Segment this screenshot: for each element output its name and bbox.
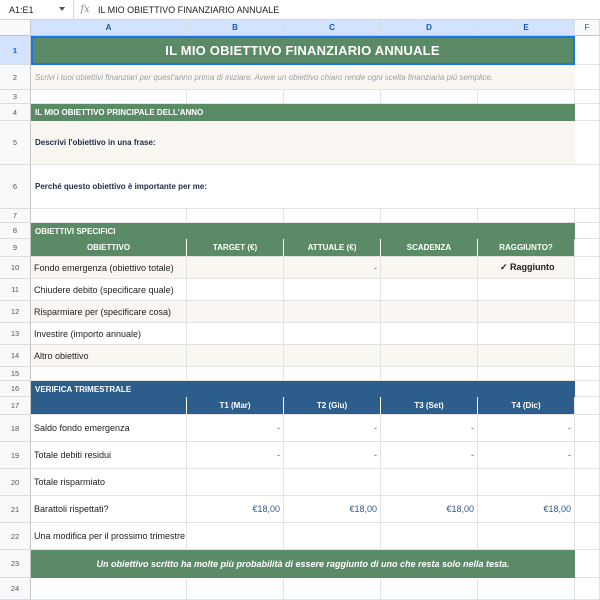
cell[interactable] bbox=[381, 578, 478, 600]
cell[interactable] bbox=[575, 578, 600, 600]
deadline-cell[interactable] bbox=[381, 323, 478, 345]
row-header[interactable]: 11 bbox=[0, 279, 31, 301]
sheet-grid bbox=[31, 36, 600, 600]
cell[interactable] bbox=[575, 469, 600, 496]
row-header[interactable]: 4 bbox=[0, 104, 31, 121]
goal-label[interactable]: Altro obiettivo bbox=[31, 345, 187, 367]
target-cell[interactable] bbox=[187, 345, 284, 367]
goal-label[interactable]: Chiudere debito (specificare quale) bbox=[31, 279, 187, 301]
cell[interactable] bbox=[381, 90, 478, 104]
table-row bbox=[31, 323, 600, 345]
quarter-label[interactable]: Saldo fondo emergenza bbox=[31, 415, 187, 442]
deadline-cell[interactable] bbox=[381, 257, 478, 279]
table-row bbox=[31, 301, 600, 323]
cell[interactable] bbox=[284, 90, 381, 104]
row-header[interactable]: 17 bbox=[0, 397, 31, 415]
cell[interactable] bbox=[284, 578, 381, 600]
quarter-cell[interactable] bbox=[187, 523, 284, 550]
cell[interactable] bbox=[575, 397, 600, 415]
quarter-label[interactable]: Totale debiti residui bbox=[31, 442, 187, 469]
section-header-quarterly[interactable]: VERIFICA TRIMESTRALE bbox=[31, 381, 575, 397]
goal-label[interactable]: Fondo emergenza (obiettivo totale) bbox=[31, 257, 187, 279]
quarter-cell[interactable]: €18,00 bbox=[187, 496, 284, 523]
deadline-cell[interactable] bbox=[381, 301, 478, 323]
select-all-corner[interactable] bbox=[0, 20, 31, 36]
cell[interactable] bbox=[575, 323, 600, 345]
cell[interactable] bbox=[31, 90, 187, 104]
fx-icon: fx bbox=[80, 4, 90, 15]
cell[interactable] bbox=[575, 381, 600, 397]
current-cell[interactable] bbox=[284, 301, 381, 323]
quarter-cell[interactable]: - bbox=[381, 415, 478, 442]
table-header-cell[interactable]: OBIETTIVO bbox=[31, 239, 187, 257]
quarter-cell[interactable]: - bbox=[284, 442, 381, 469]
column-header-e[interactable]: E bbox=[478, 20, 575, 36]
current-cell[interactable] bbox=[284, 345, 381, 367]
sheet-subtitle[interactable]: Scrivi i tuoi obiettivi finanziari per quest'anno prima di iniziare. Avere un obiettivo chiaro rende ogni scelta finanziaria più semplice. bbox=[31, 65, 575, 90]
row-header[interactable]: 8 bbox=[0, 223, 31, 239]
deadline-cell[interactable] bbox=[381, 279, 478, 301]
quarter-label[interactable]: Barattoli rispettati? bbox=[31, 496, 187, 523]
goal-importance-field[interactable]: Perché questo obiettivo è importante per me: bbox=[31, 165, 575, 209]
quarter-cell[interactable]: - bbox=[478, 415, 575, 442]
row-header[interactable]: 21 bbox=[0, 496, 31, 523]
table-row bbox=[31, 345, 600, 367]
row-header[interactable]: 22 bbox=[0, 523, 31, 550]
quarter-cell[interactable]: €18,00 bbox=[284, 496, 381, 523]
row-header[interactable]: 16 bbox=[0, 381, 31, 397]
row-header[interactable]: 13 bbox=[0, 323, 31, 345]
quarter-label[interactable]: Una modifica per il prossimo trimestre bbox=[31, 523, 187, 550]
cell[interactable] bbox=[575, 257, 600, 279]
table-header-cell[interactable]: T4 (Dic) bbox=[478, 397, 575, 415]
cell[interactable] bbox=[575, 345, 600, 367]
quarter-cell[interactable] bbox=[284, 523, 381, 550]
achieved-cell[interactable] bbox=[478, 301, 575, 323]
cell[interactable] bbox=[575, 239, 600, 257]
table-header-cell[interactable]: T2 (Giu) bbox=[284, 397, 381, 415]
footer-note[interactable]: Un obiettivo scritto ha molte più probabilità di essere raggiunto di uno che resta solo nella testa. bbox=[31, 550, 575, 578]
achieved-cell[interactable] bbox=[478, 323, 575, 345]
quarter-cell[interactable]: - bbox=[478, 442, 575, 469]
cell[interactable] bbox=[575, 104, 600, 121]
quarter-cell[interactable]: - bbox=[187, 442, 284, 469]
table-header-cell[interactable]: SCADENZA bbox=[381, 239, 478, 257]
cell[interactable] bbox=[381, 209, 478, 223]
quarter-cell[interactable] bbox=[381, 469, 478, 496]
quarter-cell[interactable]: €18,00 bbox=[478, 496, 575, 523]
name-box[interactable] bbox=[0, 0, 74, 20]
table-header-cell[interactable]: TARGET (€) bbox=[187, 239, 284, 257]
row-header[interactable]: 23 bbox=[0, 550, 31, 578]
cell[interactable] bbox=[187, 90, 284, 104]
table-header-cell[interactable]: T3 (Set) bbox=[381, 397, 478, 415]
cell[interactable] bbox=[31, 209, 187, 223]
cell[interactable] bbox=[575, 550, 600, 578]
cell[interactable] bbox=[381, 367, 478, 381]
row-header[interactable]: 19 bbox=[0, 442, 31, 469]
formula-input[interactable]: IL MIO OBIETTIVO FINANZIARIO ANNUALE bbox=[98, 4, 280, 15]
formula-bar bbox=[0, 0, 600, 20]
row-header[interactable]: 3 bbox=[0, 90, 31, 104]
table-header-cell[interactable]: ATTUALE (€) bbox=[284, 239, 381, 257]
row-header[interactable]: 7 bbox=[0, 209, 31, 223]
quarter-cell[interactable]: €18,00 bbox=[381, 496, 478, 523]
row-header[interactable]: 12 bbox=[0, 301, 31, 323]
column-header-c[interactable]: C bbox=[284, 20, 381, 36]
table-row bbox=[31, 442, 600, 469]
quarter-cell[interactable]: - bbox=[284, 415, 381, 442]
cell[interactable] bbox=[31, 578, 187, 600]
cell[interactable] bbox=[575, 415, 600, 442]
cell[interactable] bbox=[284, 209, 381, 223]
quarter-cell[interactable] bbox=[478, 469, 575, 496]
quarter-cell[interactable] bbox=[284, 469, 381, 496]
achieved-cell[interactable]: ✓ Raggiunto bbox=[478, 257, 575, 279]
table-row bbox=[31, 469, 600, 496]
table-row bbox=[31, 415, 600, 442]
row-header[interactable]: 1 bbox=[0, 36, 31, 65]
cell[interactable] bbox=[575, 36, 600, 65]
column-header-f[interactable]: F bbox=[575, 20, 600, 36]
goal-description-field[interactable]: Descrivi l'obiettivo in una frase: bbox=[31, 121, 575, 165]
sheet-title[interactable]: IL MIO OBIETTIVO FINANZIARIO ANNUALE bbox=[31, 36, 575, 65]
current-cell[interactable] bbox=[284, 279, 381, 301]
target-cell[interactable] bbox=[187, 279, 284, 301]
quarter-cell[interactable] bbox=[381, 523, 478, 550]
name-box-value: A1:E1 bbox=[9, 4, 34, 15]
cell[interactable] bbox=[187, 367, 284, 381]
row-header[interactable]: 10 bbox=[0, 257, 31, 279]
cell[interactable] bbox=[478, 578, 575, 600]
current-cell[interactable] bbox=[284, 323, 381, 345]
table-row bbox=[31, 257, 600, 279]
cell[interactable] bbox=[187, 578, 284, 600]
cell[interactable] bbox=[187, 209, 284, 223]
row-header[interactable]: 2 bbox=[0, 65, 31, 90]
cell[interactable] bbox=[575, 90, 600, 104]
target-cell[interactable] bbox=[187, 257, 284, 279]
row-header[interactable]: 9 bbox=[0, 239, 31, 257]
goal-label[interactable]: Investire (importo annuale) bbox=[31, 323, 187, 345]
cell[interactable] bbox=[575, 523, 600, 550]
row-header[interactable]: 20 bbox=[0, 469, 31, 496]
section-header-specific[interactable]: OBIETTIVI SPECIFICI bbox=[31, 223, 575, 239]
row-header[interactable]: 15 bbox=[0, 367, 31, 381]
cell[interactable] bbox=[284, 367, 381, 381]
chevron-down-icon[interactable] bbox=[59, 7, 65, 11]
cell[interactable] bbox=[575, 367, 600, 381]
quarter-cell[interactable]: - bbox=[187, 415, 284, 442]
achieved-cell[interactable] bbox=[478, 345, 575, 367]
cell[interactable] bbox=[31, 367, 187, 381]
table-row bbox=[31, 523, 600, 550]
target-cell[interactable] bbox=[187, 323, 284, 345]
cell[interactable] bbox=[478, 90, 575, 104]
cell[interactable] bbox=[575, 496, 600, 523]
quarter-cell[interactable] bbox=[187, 469, 284, 496]
table-header-cell[interactable]: T1 (Mar) bbox=[187, 397, 284, 415]
column-header-a[interactable]: A bbox=[31, 20, 187, 36]
achieved-cell[interactable] bbox=[478, 279, 575, 301]
current-cell[interactable]: - bbox=[284, 257, 381, 279]
cell[interactable] bbox=[575, 121, 600, 165]
row-header[interactable]: 6 bbox=[0, 165, 31, 209]
table-row bbox=[31, 496, 600, 523]
cell[interactable] bbox=[575, 279, 600, 301]
row-header[interactable]: 14 bbox=[0, 345, 31, 367]
cell[interactable] bbox=[575, 209, 600, 223]
deadline-cell[interactable] bbox=[381, 345, 478, 367]
row-header[interactable]: 18 bbox=[0, 415, 31, 442]
cell[interactable] bbox=[575, 442, 600, 469]
target-cell[interactable] bbox=[187, 301, 284, 323]
goal-label[interactable]: Risparmiare per (specificare cosa) bbox=[31, 301, 187, 323]
table-header-cell[interactable] bbox=[31, 397, 187, 415]
column-header-b[interactable]: B bbox=[187, 20, 284, 36]
section-header-main-goal[interactable]: IL MIO OBIETTIVO PRINCIPALE DELL'ANNO bbox=[31, 104, 575, 121]
quarter-cell[interactable]: - bbox=[381, 442, 478, 469]
column-header-d[interactable]: D bbox=[381, 20, 478, 36]
cell[interactable] bbox=[575, 223, 600, 239]
quarter-label[interactable]: Totale risparmiato bbox=[31, 469, 187, 496]
cell[interactable] bbox=[575, 65, 600, 90]
table-row bbox=[31, 279, 600, 301]
cell[interactable] bbox=[478, 367, 575, 381]
cell[interactable] bbox=[478, 209, 575, 223]
cell[interactable] bbox=[575, 165, 600, 209]
row-header[interactable]: 5 bbox=[0, 121, 31, 165]
quarter-cell[interactable] bbox=[478, 523, 575, 550]
row-header[interactable]: 24 bbox=[0, 578, 31, 600]
cell[interactable] bbox=[575, 301, 600, 323]
table-header-cell[interactable]: RAGGIUNTO? bbox=[478, 239, 575, 257]
